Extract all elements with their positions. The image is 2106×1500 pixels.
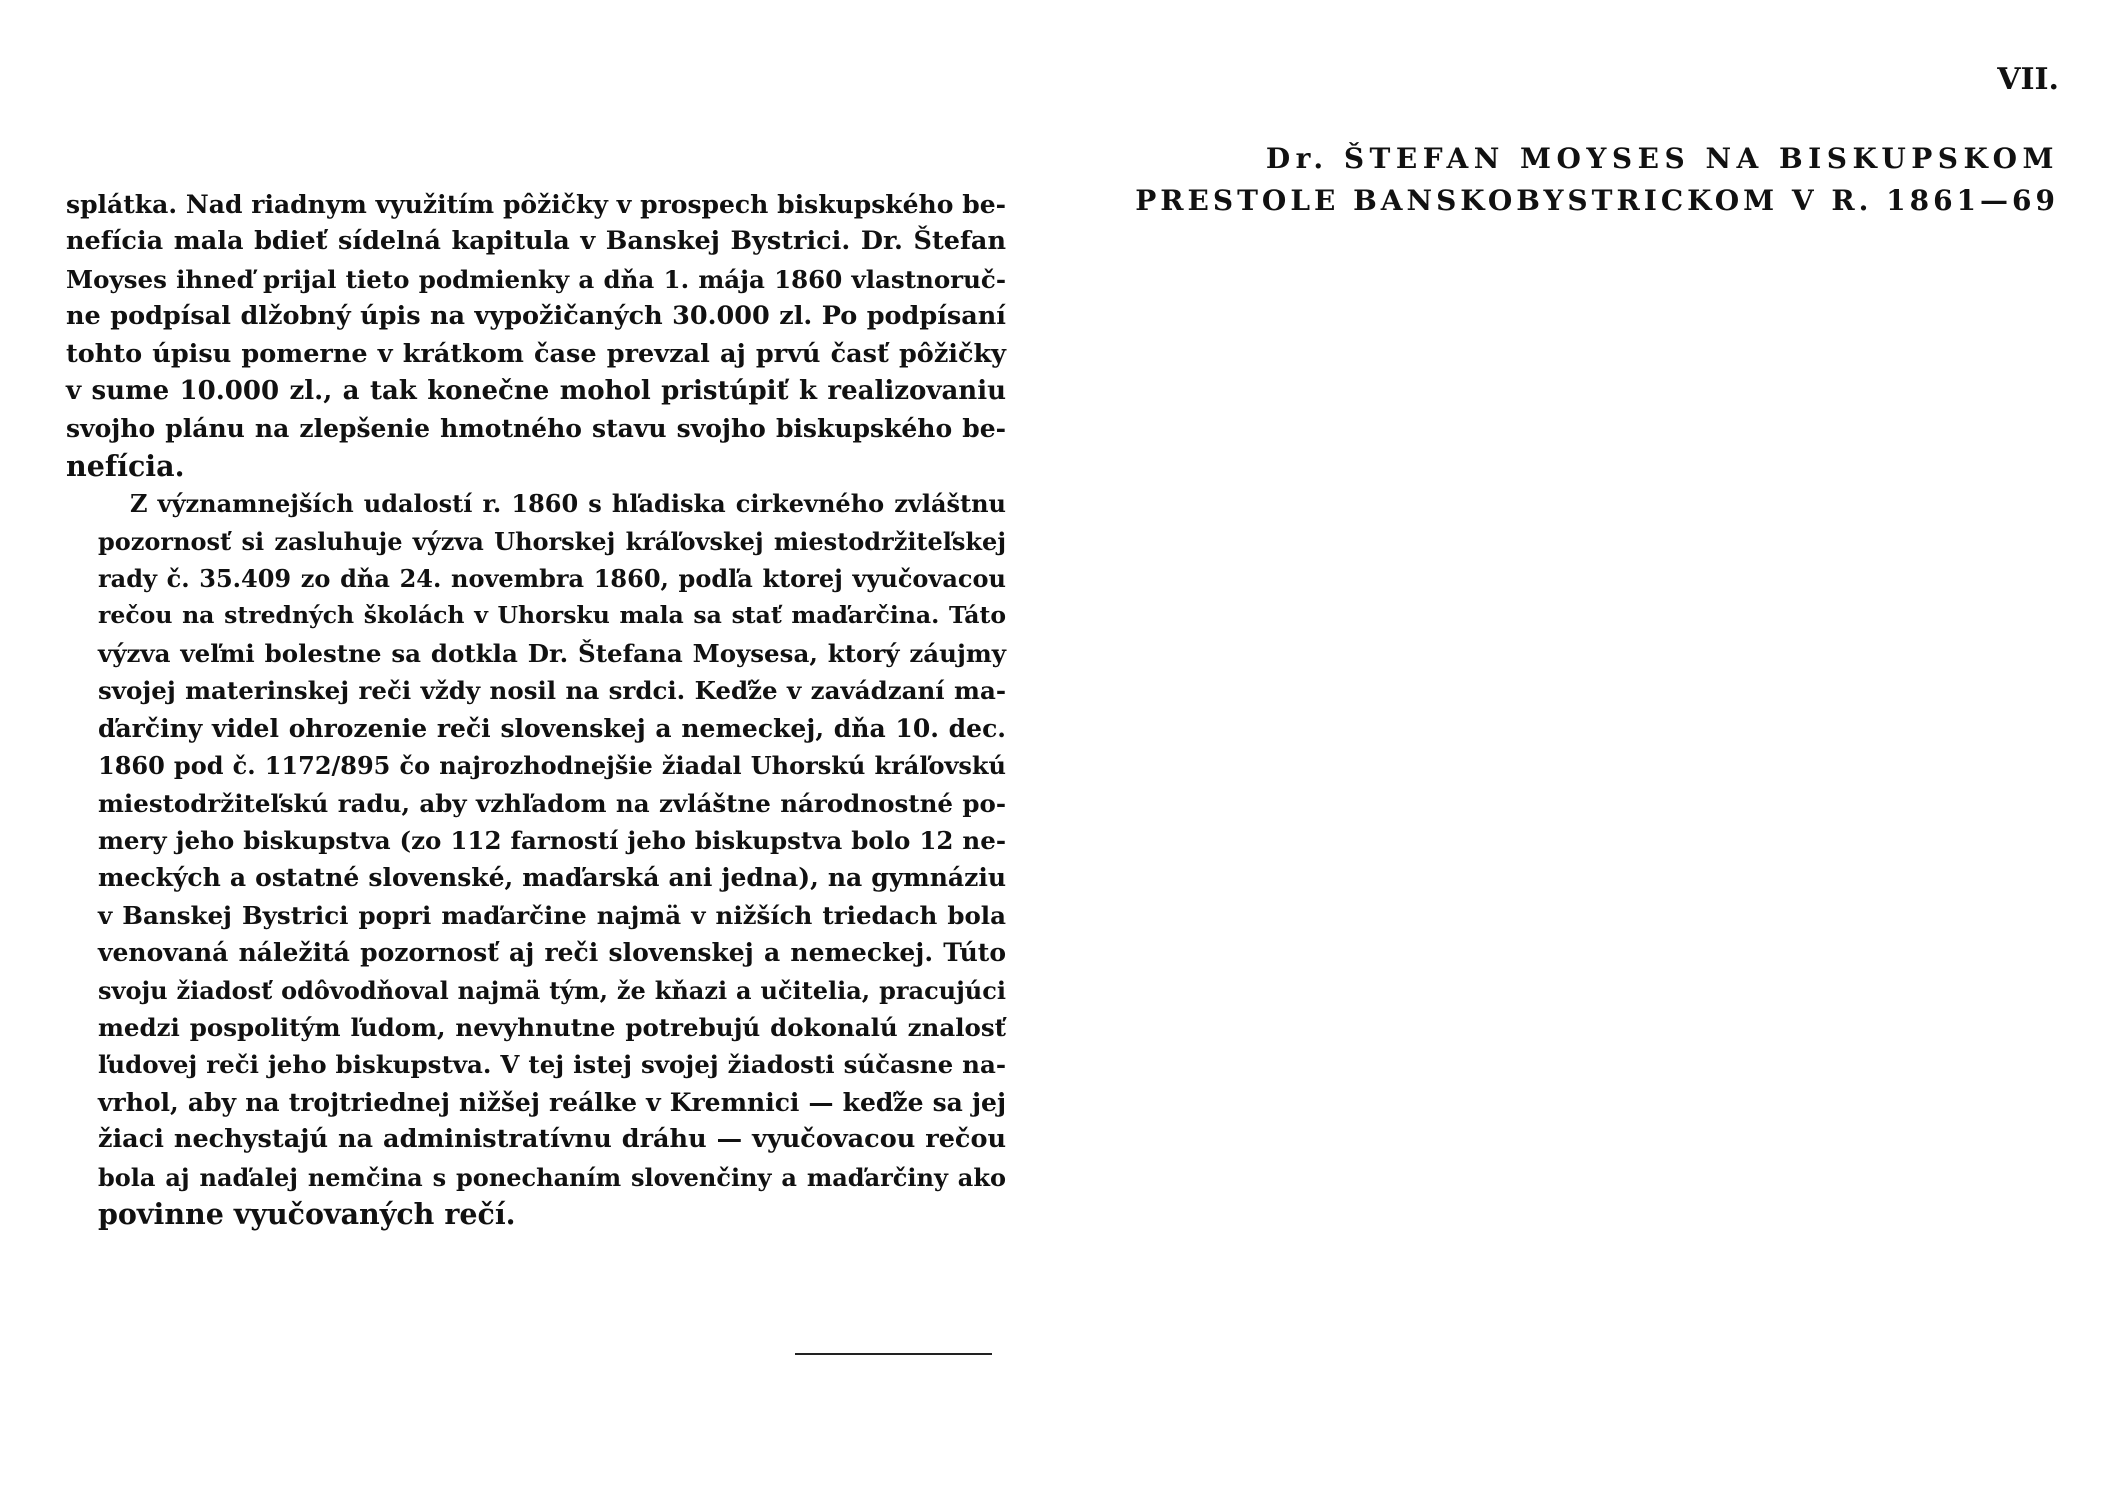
text-line: nefícia mala bdieť sídelná kapitula v Banskej Bystrici. Dr. Štefan — [66, 226, 1006, 257]
text-line: miestodržiteľskú radu, aby vzhľadom na zvláštne národnostné po- — [98, 788, 1006, 818]
text-line: v sume 10.000 zl., a tak konečne mohol pristúpiť k realizovaniu — [66, 376, 1006, 407]
end-rule-divider — [795, 1353, 992, 1355]
right-page — [1053, 0, 2106, 1500]
text-line: ľudovej reči jeho biskupstva. V tej istej svojej žiadosti súčasne na- — [98, 1050, 1006, 1080]
text-line: nefícia. — [66, 448, 185, 483]
paragraph-1 — [66, 186, 1006, 485]
text-line: povinne vyučovaných rečí. — [98, 1196, 516, 1231]
text-line: ne podpísal dlžobný úpis na vypožičaných 30.000 zl. Po podpísaní — [66, 301, 1006, 332]
body-text — [66, 186, 1006, 1233]
text-line: pozornosť si zasluhuje výzva Uhorskej kráľovskej miestodržiteľskej — [98, 526, 1006, 556]
text-line: Moyses ihneď prijal tieto podmienky a dňa 1. mája 1860 vlastnoruč- — [66, 264, 1006, 294]
text-line: tohto úpisu pomerne v krátkom čase prevzal aj prvú časť pôžičky — [66, 338, 1006, 369]
text-line: rečou na stredných školách v Uhorsku mala sa stať maďarčina. Táto — [98, 601, 1006, 630]
text-line: splátka. Nad riadnym využitím pôžičky v prospech biskupského be- — [66, 190, 1006, 219]
text-line: mery jeho biskupstva (zo 112 farností jeho biskupstva bolo 12 ne- — [98, 825, 1006, 855]
text-line: v Banskej Bystrici popri maďarčine najmä v nižších triedach bola — [98, 900, 1006, 930]
page-number: VII. — [1997, 62, 2059, 97]
text-line: medzi pospolitým ľudom, nevyhnutne potrebujú dokonalú znalosť — [98, 1012, 1006, 1042]
text-line: výzva veľmi bolestne sa dotkla Dr. Štefana Moysesa, ktorý záujmy — [98, 638, 1006, 668]
text-line: žiaci nechystajú na administratívnu dráhu — vyučovacou rečou — [98, 1124, 1006, 1155]
text-line: svojej materinskej reči vždy nosil na srdci. Keďže v zavádzaní ma- — [98, 676, 1006, 706]
text-line: venovaná náležitá pozornosť aj reči slovenskej a nemeckej. Túto — [98, 938, 1006, 968]
text-line: 1860 pod č. 1172/895 čo najrozhodnejšie žiadal Uhorskú kráľovskú — [98, 751, 1006, 781]
text-line: meckých a ostatné slovenské, maďarská ani jedna), na gymnáziu — [98, 863, 1006, 893]
chapter-title — [1099, 138, 2059, 222]
text-line: svoju žiadosť odôvodňoval najmä tým, že kňazi a učitelia, pracujúci — [98, 975, 1006, 1005]
text-line: bola aj naďalej nemčina s ponechaním slovenčiny a maďarčiny ako — [98, 1162, 1006, 1192]
text-line: svojho plánu na zlepšenie hmotného stavu svojho biskupského be- — [66, 414, 1006, 444]
text-line: rady č. 35.409 zo dňa 24. novembra 1860, podľa ktorej vyučovacou — [98, 564, 1006, 594]
text-line: Z významnejších udalostí r. 1860 s hľadiska cirkevného zvláštnu — [130, 489, 1006, 519]
text-line: vrhol, aby na trojtriednej nižšej reálke v Kremnici — keďže sa jej — [98, 1087, 1006, 1117]
chapter-title-line-2: PRESTOLE BANSKOBYSTRICKOM V R. 1861—69 — [1135, 184, 2059, 217]
paragraph-2 — [66, 485, 1006, 1233]
chapter-title-line-1: Dr. ŠTEFAN MOYSES NA BISKUPSKOM — [1265, 142, 2059, 175]
text-line: ďarčiny videl ohrozenie reči slovenskej a nemeckej, dňa 10. dec. — [98, 713, 1006, 743]
